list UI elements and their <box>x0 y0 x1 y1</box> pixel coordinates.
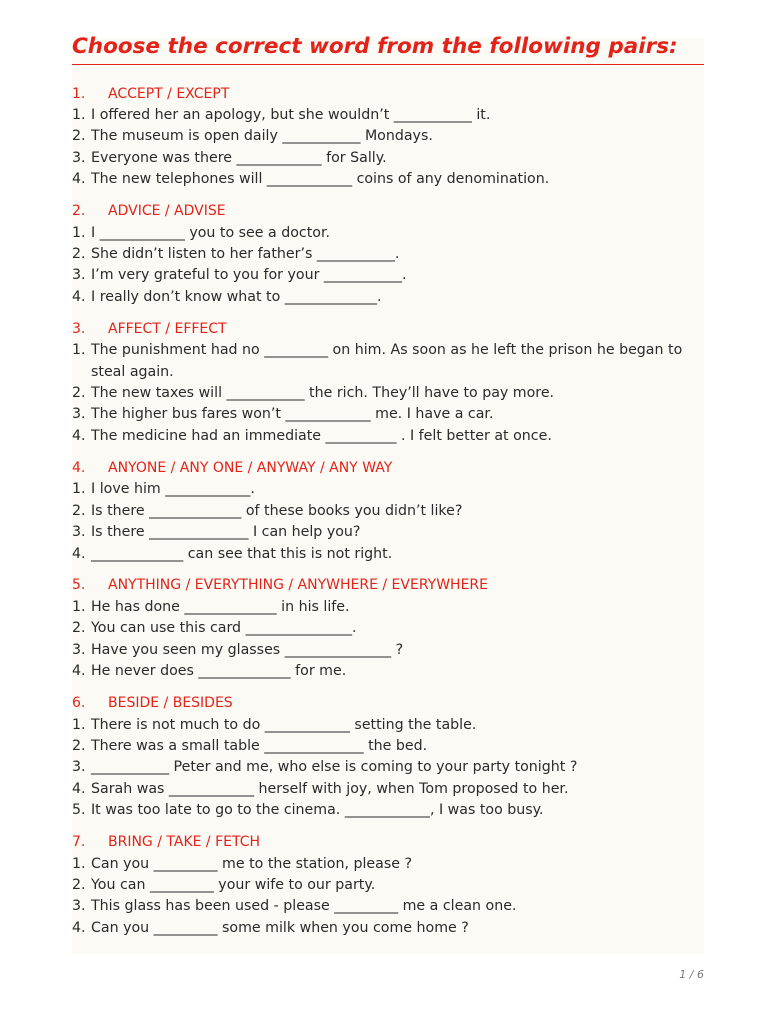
item-sentence: It was too late to go to the cinema. ____________, I was too busy. <box>91 802 544 819</box>
item-number: 4. <box>72 919 86 936</box>
exercise-item <box>72 800 704 821</box>
exercise-item <box>72 426 704 447</box>
exercise-item <box>72 404 704 425</box>
item-number: 4. <box>72 288 86 305</box>
section-title: ANYTHING / EVERYTHING / ANYWHERE / EVERYWHERE <box>108 577 488 594</box>
item-number: 2. <box>72 876 86 893</box>
item-sentence: This glass has been used - please _________ me a clean one. <box>91 898 517 915</box>
exercise-section <box>72 456 704 565</box>
item-number: 1. <box>72 855 86 872</box>
item-number: 2. <box>72 246 86 263</box>
section-number: 6. <box>72 695 86 712</box>
item-number: 4. <box>72 171 86 188</box>
item-number: 2. <box>72 385 86 402</box>
exercise-section <box>72 692 704 822</box>
item-sentence: The new taxes will ___________ the rich. They’ll have to pay more. <box>91 385 555 402</box>
item-sentence: I really don’t know what to _____________. <box>91 288 382 305</box>
item-number: 4. <box>72 427 86 444</box>
section-number: 3. <box>72 320 86 337</box>
exercise-item <box>72 544 704 565</box>
item-number: 4. <box>72 663 86 680</box>
exercise-item <box>72 383 704 404</box>
item-number: 1. <box>72 342 86 359</box>
exercise-item <box>72 501 704 522</box>
item-sentence: Have you seen my glasses _______________ ? <box>91 641 404 658</box>
exercise-item <box>72 169 704 190</box>
exercise-item <box>72 479 704 500</box>
exercise-section <box>72 831 704 940</box>
exercise-item <box>72 896 704 917</box>
item-number: 4. <box>72 545 86 562</box>
item-sentence: Is there _____________ of these books you didn’t like? <box>91 502 463 519</box>
item-sentence: The new telephones will ____________ coins of any denomination. <box>91 171 550 188</box>
exercise-sections <box>72 82 704 939</box>
exercise-item <box>72 597 704 618</box>
item-number: 1. <box>72 716 86 733</box>
item-number: 3. <box>72 149 86 166</box>
item-number: 3. <box>72 267 86 284</box>
exercise-item <box>72 715 704 736</box>
item-sentence: The punishment had no _________ on him. As soon as he left the prison he began to steal again. <box>91 342 683 380</box>
exercise-section <box>72 200 704 309</box>
section-heading <box>72 82 704 105</box>
item-number: 3. <box>72 898 86 915</box>
exercise-item <box>72 757 704 778</box>
section-heading <box>72 692 704 715</box>
item-number: 5. <box>72 802 86 819</box>
item-number: 4. <box>72 780 86 797</box>
item-sentence: He has done _____________ in his life. <box>91 598 350 615</box>
section-title: AFFECT / EFFECT <box>108 320 227 337</box>
item-sentence: Everyone was there ____________ for Sally. <box>91 149 387 166</box>
section-title: ADVICE / ADVISE <box>108 203 226 220</box>
exercise-item <box>72 340 704 383</box>
page-number: 1 / 6 <box>679 968 704 981</box>
item-number: 3. <box>72 759 86 776</box>
item-sentence: She didn’t listen to her father’s ___________. <box>91 246 400 263</box>
item-number: 3. <box>72 406 86 423</box>
item-sentence: The museum is open daily ___________ Mondays. <box>91 128 433 145</box>
item-number: 1. <box>72 481 86 498</box>
item-sentence: There is not much to do ____________ setting the table. <box>91 716 477 733</box>
exercise-item <box>72 875 704 896</box>
item-number: 3. <box>72 641 86 658</box>
exercise-item <box>72 854 704 875</box>
item-sentence: You can _________ your wife to our party. <box>91 876 376 893</box>
section-heading <box>72 317 704 340</box>
section-number: 1. <box>72 85 86 102</box>
exercise-item <box>72 287 704 308</box>
item-sentence: There was a small table ______________ the bed. <box>91 737 428 754</box>
exercise-section <box>72 317 704 447</box>
exercise-item <box>72 640 704 661</box>
section-title: ACCEPT / EXCEPT <box>108 85 230 102</box>
title-underline <box>72 64 704 65</box>
exercise-item <box>72 522 704 543</box>
item-sentence: The medicine had an immediate __________ . I felt better at once. <box>91 427 552 444</box>
exercise-item <box>72 918 704 939</box>
exercise-section <box>72 82 704 191</box>
exercise-item <box>72 736 704 757</box>
section-title: BESIDE / BESIDES <box>108 695 233 712</box>
section-title: BRING / TAKE / FETCH <box>108 834 261 851</box>
item-sentence: I’m very grateful to you for your ___________. <box>91 267 407 284</box>
item-sentence: He never does _____________ for me. <box>91 663 347 680</box>
section-heading <box>72 574 704 597</box>
item-sentence: You can use this card _______________. <box>91 620 357 637</box>
item-number: 2. <box>72 620 86 637</box>
item-number: 2. <box>72 128 86 145</box>
section-title: ANYONE / ANY ONE / ANYWAY / ANY WAY <box>108 459 393 476</box>
item-number: 2. <box>72 502 86 519</box>
item-sentence: I ____________ you to see a doctor. <box>91 224 330 241</box>
item-number: 2. <box>72 737 86 754</box>
item-sentence: Can you _________ some milk when you come home ? <box>91 919 469 936</box>
exercise-item <box>72 223 704 244</box>
exercise-item <box>72 148 704 169</box>
section-number: 2. <box>72 203 86 220</box>
section-number: 7. <box>72 834 86 851</box>
exercise-item <box>72 618 704 639</box>
item-sentence: I offered her an apology, but she wouldn’t ___________ it. <box>91 107 491 123</box>
section-heading <box>72 456 704 479</box>
item-number: 1. <box>72 224 86 241</box>
item-sentence: I love him ____________. <box>91 481 255 498</box>
item-sentence: Sarah was ____________ herself with joy, when Tom proposed to her. <box>91 780 569 797</box>
exercise-section <box>72 574 704 683</box>
exercise-item <box>72 779 704 800</box>
exercise-item <box>72 661 704 682</box>
item-sentence: The higher bus fares won’t ____________ me. I have a car. <box>91 406 494 423</box>
item-number: 1. <box>72 598 86 615</box>
item-sentence: _____________ can see that this is not right. <box>91 545 393 562</box>
section-number: 5. <box>72 577 86 594</box>
section-heading <box>72 200 704 223</box>
exercise-item <box>72 265 704 286</box>
item-number: 3. <box>72 524 86 541</box>
item-sentence: ___________ Peter and me, who else is coming to your party tonight ? <box>91 759 578 776</box>
page-title: Choose the correct word from the following pairs: <box>72 34 678 59</box>
exercise-item <box>72 126 704 147</box>
item-sentence: Can you _________ me to the station, please ? <box>91 855 413 872</box>
exercise-item <box>72 105 704 126</box>
item-sentence: Is there ______________ I can help you? <box>91 524 361 541</box>
section-heading <box>72 831 704 854</box>
exercise-item <box>72 244 704 265</box>
item-number: 1. <box>72 107 86 123</box>
section-number: 4. <box>72 459 86 476</box>
